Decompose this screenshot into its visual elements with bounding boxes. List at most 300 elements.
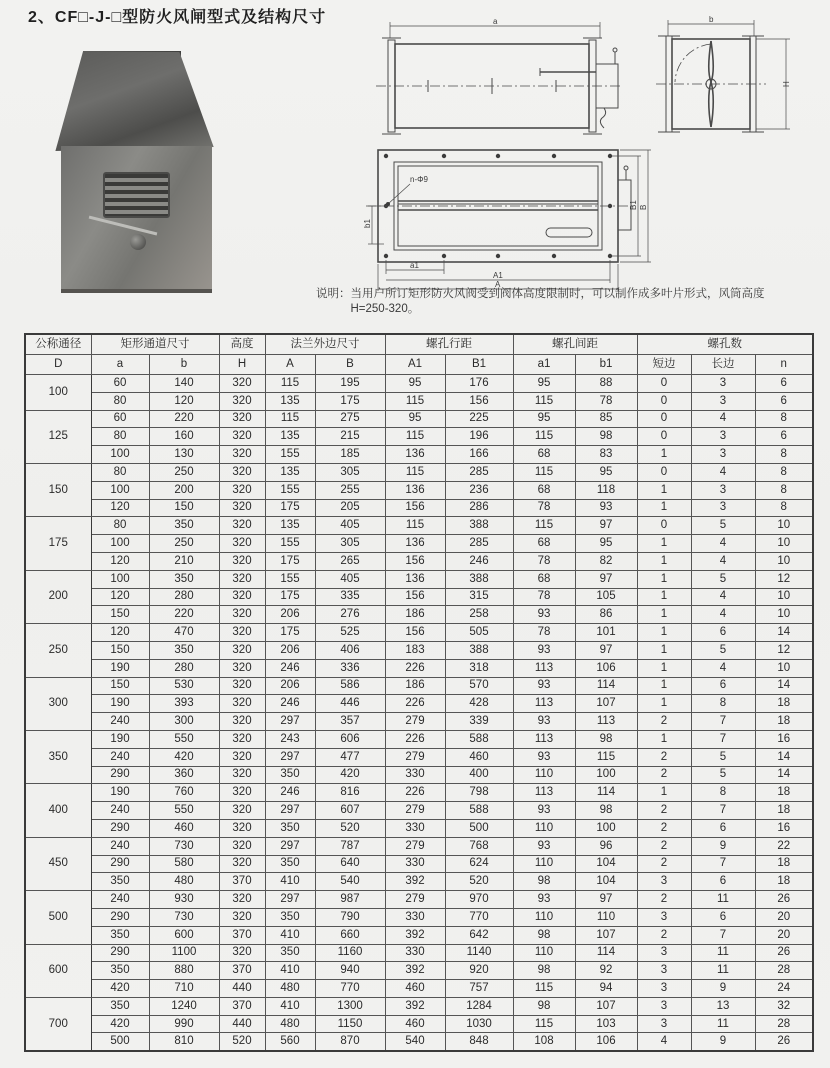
table-cell: 93 <box>513 713 575 731</box>
table-cell: 760 <box>149 784 219 802</box>
column-header: B1 <box>445 355 513 375</box>
table-cell: 710 <box>149 980 219 998</box>
table-cell: 279 <box>385 891 445 909</box>
table-cell: 920 <box>445 962 513 980</box>
table-cell: 6 <box>691 908 755 926</box>
table-row <box>25 748 813 766</box>
table-cell: 186 <box>385 606 445 624</box>
table-row <box>25 980 813 998</box>
table-cell: 93 <box>513 677 575 695</box>
table-cell: 107 <box>575 926 637 944</box>
column-header: D <box>25 355 91 375</box>
table-row <box>25 944 813 962</box>
table-cell: 4 <box>637 1033 691 1051</box>
plan-dim-label: a <box>493 17 498 26</box>
table-header <box>25 334 813 375</box>
table-cell: 1284 <box>445 997 513 1015</box>
table-cell: 226 <box>385 730 445 748</box>
dimensions-table <box>24 333 814 1052</box>
table-cell: 95 <box>385 375 445 393</box>
table-cell: 320 <box>219 713 265 731</box>
table-cell: 730 <box>149 837 219 855</box>
table-cell: 7 <box>691 802 755 820</box>
table-row <box>25 588 813 606</box>
product-photo <box>52 46 222 296</box>
table-cell: 570 <box>445 677 513 695</box>
nominal-diameter-cell: 500 <box>25 891 91 944</box>
table-row <box>25 428 813 446</box>
table-cell: 120 <box>91 588 149 606</box>
table-cell: 226 <box>385 695 445 713</box>
table-cell: 428 <box>445 695 513 713</box>
table-cell: 4 <box>691 606 755 624</box>
table-cell: 770 <box>315 980 385 998</box>
table-cell: 1 <box>637 499 691 517</box>
table-cell: 175 <box>265 588 315 606</box>
nominal-diameter-cell: 250 <box>25 624 91 677</box>
table-cell: 440 <box>219 980 265 998</box>
table-cell: 265 <box>315 552 385 570</box>
table-cell: 8 <box>691 784 755 802</box>
table-cell: 243 <box>265 730 315 748</box>
table-cell: 3 <box>691 375 755 393</box>
table-cell: 4 <box>691 659 755 677</box>
table-cell: 320 <box>219 375 265 393</box>
table-cell: 640 <box>315 855 385 873</box>
table-cell: 9 <box>691 1033 755 1051</box>
column-group-header: 螺孔间距 <box>513 334 637 355</box>
table-cell: 8 <box>755 481 813 499</box>
table-cell: 115 <box>385 517 445 535</box>
table-cell: 220 <box>149 410 219 428</box>
table-cell: 206 <box>265 677 315 695</box>
table-cell: 290 <box>91 766 149 784</box>
note-label: 说明： <box>316 288 351 300</box>
table-cell: 320 <box>219 641 265 659</box>
table-cell: 330 <box>385 766 445 784</box>
table-cell: 1 <box>637 588 691 606</box>
column-group-header: 法兰外边尺寸 <box>265 334 385 355</box>
table-cell: 2 <box>637 855 691 873</box>
table-row <box>25 410 813 428</box>
table-cell: 6 <box>755 375 813 393</box>
table-cell: 276 <box>315 606 385 624</box>
table-cell: 420 <box>315 766 385 784</box>
table-cell: 98 <box>513 926 575 944</box>
table-cell: 297 <box>265 748 315 766</box>
table-cell: 790 <box>315 908 385 926</box>
table-cell: 98 <box>575 802 637 820</box>
table-cell: 80 <box>91 392 149 410</box>
table-cell: 6 <box>755 392 813 410</box>
table-cell: 104 <box>575 855 637 873</box>
note-text: 当用户所订矩形防火风阀受到阀体高度限制时，可以制作成多叶片形式，风筒高度H=250-320。 <box>350 288 765 315</box>
table-cell: 103 <box>575 1015 637 1033</box>
table-cell: 400 <box>445 766 513 784</box>
table-cell: 96 <box>575 837 637 855</box>
column-header: B <box>315 355 385 375</box>
table-cell: 275 <box>315 410 385 428</box>
table-cell: 406 <box>315 641 385 659</box>
table-cell: 1 <box>637 570 691 588</box>
table-cell: 560 <box>265 1033 315 1051</box>
table-cell: 113 <box>513 784 575 802</box>
table-cell: 1 <box>637 784 691 802</box>
table-cell: 10 <box>755 659 813 677</box>
table-cell: 350 <box>149 517 219 535</box>
column-header: 长边 <box>691 355 755 375</box>
table-cell: 93 <box>513 891 575 909</box>
table-cell: 1 <box>637 606 691 624</box>
table-cell: 280 <box>149 588 219 606</box>
table-cell: 880 <box>149 962 219 980</box>
nominal-diameter-cell: 200 <box>25 570 91 623</box>
table-cell: 8 <box>755 463 813 481</box>
table-cell: 2 <box>637 837 691 855</box>
table-cell: 16 <box>755 819 813 837</box>
table-row <box>25 837 813 855</box>
table-cell: 500 <box>91 1033 149 1051</box>
photo-handle-rod <box>88 216 156 236</box>
table-cell: 107 <box>575 997 637 1015</box>
table-cell: 118 <box>575 481 637 499</box>
nominal-diameter-cell: 300 <box>25 677 91 730</box>
table-cell: 330 <box>385 908 445 926</box>
table-cell: 320 <box>219 552 265 570</box>
table-cell: 540 <box>385 1033 445 1051</box>
table-row <box>25 1033 813 1051</box>
table-cell: 135 <box>265 392 315 410</box>
table-cell: 1 <box>637 535 691 553</box>
table-cell: 1140 <box>445 944 513 962</box>
table-cell: 350 <box>265 944 315 962</box>
table-cell: 240 <box>91 837 149 855</box>
table-cell: 82 <box>575 552 637 570</box>
table-cell: 100 <box>575 766 637 784</box>
table-cell: 392 <box>385 926 445 944</box>
table-cell: 94 <box>575 980 637 998</box>
table-cell: 320 <box>219 659 265 677</box>
table-cell: 104 <box>575 873 637 891</box>
table-cell: 106 <box>575 1033 637 1051</box>
table-cell: 98 <box>513 997 575 1015</box>
table-cell: 6 <box>691 624 755 642</box>
table-cell: 320 <box>219 908 265 926</box>
table-cell: 410 <box>265 873 315 891</box>
table-cell: 3 <box>691 499 755 517</box>
table-row <box>25 641 813 659</box>
table-cell: 18 <box>755 855 813 873</box>
table-cell: 305 <box>315 463 385 481</box>
table-cell: 540 <box>315 873 385 891</box>
table-cell: 350 <box>265 855 315 873</box>
table-cell: 156 <box>385 552 445 570</box>
table-cell: 480 <box>265 980 315 998</box>
front-dim-A: A <box>495 280 501 289</box>
table-cell: 236 <box>445 481 513 499</box>
table-cell: 205 <box>315 499 385 517</box>
nominal-diameter-cell: 100 <box>25 375 91 411</box>
table-cell: 5 <box>691 766 755 784</box>
table-cell: 200 <box>149 481 219 499</box>
table-cell: 83 <box>575 446 637 464</box>
table-cell: 100 <box>91 446 149 464</box>
table-cell: 13 <box>691 997 755 1015</box>
table-cell: 480 <box>149 873 219 891</box>
table-cell: 250 <box>149 535 219 553</box>
table-cell: 110 <box>513 855 575 873</box>
table-row <box>25 802 813 820</box>
drawing-plan-view <box>372 14 624 142</box>
table-cell: 279 <box>385 713 445 731</box>
table-cell: 768 <box>445 837 513 855</box>
table-cell: 183 <box>385 641 445 659</box>
table-cell: 4 <box>691 535 755 553</box>
table-cell: 320 <box>219 819 265 837</box>
table-cell: 297 <box>265 837 315 855</box>
table-cell: 95 <box>385 410 445 428</box>
table-cell: 798 <box>445 784 513 802</box>
table-cell: 1030 <box>445 1015 513 1033</box>
table-cell: 26 <box>755 944 813 962</box>
table-cell: 32 <box>755 997 813 1015</box>
table-cell: 155 <box>265 535 315 553</box>
table-cell: 113 <box>575 713 637 731</box>
table-cell: 420 <box>91 1015 149 1033</box>
table-cell: 110 <box>513 944 575 962</box>
table-cell: 110 <box>513 908 575 926</box>
column-header: H <box>219 355 265 375</box>
table-cell: 1 <box>637 730 691 748</box>
table-cell: 320 <box>219 748 265 766</box>
table-cell: 1 <box>637 624 691 642</box>
table-cell: 3 <box>637 1015 691 1033</box>
table-cell: 2 <box>637 802 691 820</box>
table-cell: 110 <box>575 908 637 926</box>
table-cell: 350 <box>265 908 315 926</box>
table-cell: 93 <box>513 802 575 820</box>
table-cell: 113 <box>513 695 575 713</box>
table-cell: 136 <box>385 481 445 499</box>
column-header: A1 <box>385 355 445 375</box>
table-cell: 255 <box>315 481 385 499</box>
table-cell: 10 <box>755 606 813 624</box>
column-group-header: 公称通径 <box>25 334 91 355</box>
table-cell: 220 <box>149 606 219 624</box>
table-cell: 240 <box>91 748 149 766</box>
table-cell: 410 <box>265 926 315 944</box>
table-cell: 320 <box>219 535 265 553</box>
nominal-diameter-cell: 600 <box>25 944 91 997</box>
table-cell: 136 <box>385 535 445 553</box>
table-cell: 305 <box>315 535 385 553</box>
table-cell: 8 <box>755 446 813 464</box>
table-cell: 7 <box>691 730 755 748</box>
table-cell: 6 <box>755 428 813 446</box>
table-cell: 4 <box>691 588 755 606</box>
table-cell: 280 <box>149 659 219 677</box>
table-cell: 60 <box>91 375 149 393</box>
table-cell: 140 <box>149 375 219 393</box>
table-cell: 156 <box>385 499 445 517</box>
table-cell: 196 <box>445 428 513 446</box>
drawing-side-view <box>638 14 813 142</box>
table-cell: 350 <box>149 641 219 659</box>
table-cell: 5 <box>691 570 755 588</box>
table-cell: 100 <box>575 819 637 837</box>
table-cell: 410 <box>265 962 315 980</box>
table-cell: 86 <box>575 606 637 624</box>
table-row <box>25 624 813 642</box>
photo-body <box>61 146 212 293</box>
table-cell: 420 <box>91 980 149 998</box>
column-header: 短边 <box>637 355 691 375</box>
table-cell: 93 <box>513 748 575 766</box>
table-cell: 135 <box>265 463 315 481</box>
table-cell: 110 <box>513 819 575 837</box>
table-cell: 175 <box>315 392 385 410</box>
table-cell: 446 <box>315 695 385 713</box>
front-dim-a1: a1 <box>410 261 419 270</box>
table-cell: 120 <box>149 392 219 410</box>
table-cell: 2 <box>637 891 691 909</box>
drawing-front-view <box>364 144 654 292</box>
table-cell: 11 <box>691 962 755 980</box>
table-cell: 5 <box>691 641 755 659</box>
table-cell: 88 <box>575 375 637 393</box>
table-cell: 100 <box>91 570 149 588</box>
table-cell: 11 <box>691 891 755 909</box>
table-cell: 279 <box>385 837 445 855</box>
table-cell: 98 <box>575 428 637 446</box>
table-cell: 279 <box>385 748 445 766</box>
table-row <box>25 1015 813 1033</box>
table-cell: 480 <box>265 1015 315 1033</box>
table-cell: 107 <box>575 695 637 713</box>
table-cell: 1 <box>637 641 691 659</box>
table-cell: 92 <box>575 962 637 980</box>
table-cell: 114 <box>575 677 637 695</box>
table-cell: 150 <box>91 606 149 624</box>
table-cell: 100 <box>91 535 149 553</box>
table-cell: 120 <box>91 499 149 517</box>
table-cell: 115 <box>385 392 445 410</box>
table-cell: 3 <box>691 428 755 446</box>
table-cell: 4 <box>691 410 755 428</box>
table-cell: 2 <box>637 713 691 731</box>
table-cell: 520 <box>219 1033 265 1051</box>
table-cell: 3 <box>637 997 691 1015</box>
table-cell: 100 <box>91 481 149 499</box>
table-cell: 105 <box>575 588 637 606</box>
table-cell: 166 <box>445 446 513 464</box>
table-cell: 11 <box>691 944 755 962</box>
table-cell: 460 <box>385 1015 445 1033</box>
table-cell: 320 <box>219 624 265 642</box>
table-cell: 285 <box>445 463 513 481</box>
table-cell: 106 <box>575 659 637 677</box>
side-dim-top-label: b <box>709 15 714 24</box>
front-dim-B1: B1 <box>629 200 638 210</box>
table-cell: 350 <box>91 873 149 891</box>
table-cell: 607 <box>315 802 385 820</box>
table-cell: 80 <box>91 463 149 481</box>
table-cell: 525 <box>315 624 385 642</box>
table-row <box>25 713 813 731</box>
table-cell: 320 <box>219 570 265 588</box>
table-cell: 330 <box>385 944 445 962</box>
table-cell: 320 <box>219 677 265 695</box>
table-cell: 26 <box>755 891 813 909</box>
table-cell: 318 <box>445 659 513 677</box>
table-cell: 2 <box>637 748 691 766</box>
table-cell: 3 <box>637 962 691 980</box>
table-cell: 320 <box>219 695 265 713</box>
table-cell: 588 <box>445 802 513 820</box>
table-cell: 388 <box>445 641 513 659</box>
table-cell: 1240 <box>149 997 219 1015</box>
table-cell: 14 <box>755 748 813 766</box>
table-cell: 101 <box>575 624 637 642</box>
column-header: a1 <box>513 355 575 375</box>
table-cell: 115 <box>265 410 315 428</box>
table-cell: 93 <box>575 499 637 517</box>
table-cell: 787 <box>315 837 385 855</box>
table-cell: 330 <box>385 819 445 837</box>
table-cell: 360 <box>149 766 219 784</box>
table-cell: 477 <box>315 748 385 766</box>
table-cell: 297 <box>265 713 315 731</box>
table-cell: 3 <box>637 908 691 926</box>
table-cell: 0 <box>637 375 691 393</box>
table-cell: 370 <box>219 873 265 891</box>
table-cell: 95 <box>513 375 575 393</box>
table-row <box>25 908 813 926</box>
table-cell: 115 <box>385 428 445 446</box>
table-cell: 240 <box>91 891 149 909</box>
table-cell: 130 <box>149 446 219 464</box>
table-cell: 10 <box>755 588 813 606</box>
table-cell: 78 <box>513 552 575 570</box>
table-cell: 297 <box>265 891 315 909</box>
table-row <box>25 855 813 873</box>
table-cell: 3 <box>637 980 691 998</box>
table-cell: 150 <box>91 641 149 659</box>
table-cell: 5 <box>691 517 755 535</box>
table-cell: 136 <box>385 570 445 588</box>
table-cell: 155 <box>265 446 315 464</box>
column-group-header: 螺孔行距 <box>385 334 513 355</box>
table-cell: 550 <box>149 730 219 748</box>
table-cell: 320 <box>219 588 265 606</box>
table-cell: 6 <box>691 677 755 695</box>
table-cell: 97 <box>575 891 637 909</box>
table-cell: 258 <box>445 606 513 624</box>
table-cell: 410 <box>265 997 315 1015</box>
table-cell: 339 <box>445 713 513 731</box>
table-cell: 357 <box>315 713 385 731</box>
table-row <box>25 784 813 802</box>
table-cell: 2 <box>637 766 691 784</box>
table-row <box>25 873 813 891</box>
table-cell: 320 <box>219 392 265 410</box>
table-cell: 206 <box>265 641 315 659</box>
front-dim-b1: b1 <box>363 219 372 228</box>
table-cell: 460 <box>385 980 445 998</box>
table-cell: 8 <box>755 499 813 517</box>
table-cell: 11 <box>691 1015 755 1033</box>
table-cell: 18 <box>755 802 813 820</box>
